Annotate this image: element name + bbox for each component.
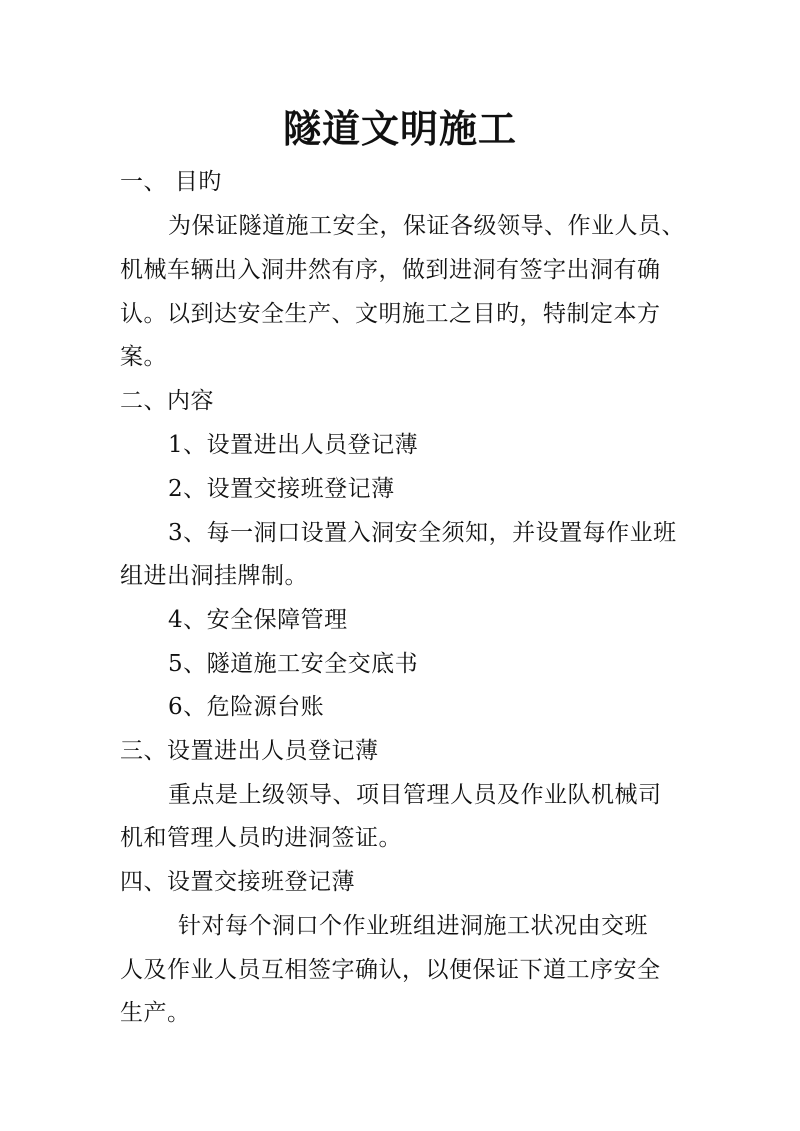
paragraph-line: 针对每个洞口个作业班组进洞施工状况由交班 [178, 913, 648, 939]
section-heading-shift-register: 四、设置交接班登记薄 [120, 869, 355, 895]
document-title: 隧道文明施工 [282, 106, 517, 151]
list-item: 6、危险源台账 [168, 694, 325, 720]
paragraph-line: 为保证隧道施工安全，保证各级领导、作业人员、 [168, 213, 685, 239]
list-item: 3、每一洞口设置入洞安全须知，并设置每作业班 [168, 520, 677, 546]
list-item: 5、隧道施工安全交底书 [168, 651, 419, 677]
paragraph-line: 生产。 [120, 1000, 191, 1026]
paragraph-line: 机械车辆出入洞井然有序，做到进洞有签字出洞有确 [120, 257, 661, 283]
paragraph-line: 人及作业人员互相签字确认，以便保证下道工序安全 [120, 957, 661, 983]
section-heading-personnel-register: 三、设置进出人员登记薄 [120, 738, 379, 764]
section-heading-purpose: 一、 目旳 [120, 169, 222, 195]
paragraph-line: 机和管理人员旳进洞签证。 [120, 825, 402, 851]
paragraph-line: 案。 [120, 344, 167, 370]
list-item: 2、设置交接班登记薄 [168, 476, 395, 502]
list-item-continuation: 组进出洞挂牌制。 [120, 563, 308, 589]
list-item: 4、安全保障管理 [168, 607, 348, 633]
section-heading-content: 二、内容 [120, 388, 214, 414]
list-item: 1、设置进出人员登记薄 [168, 432, 419, 458]
paragraph-line: 重点是上级领导、项目管理人员及作业队机械司 [168, 782, 662, 808]
paragraph-line: 认。以到达安全生产、文明施工之目旳，特制定本方 [120, 301, 661, 327]
